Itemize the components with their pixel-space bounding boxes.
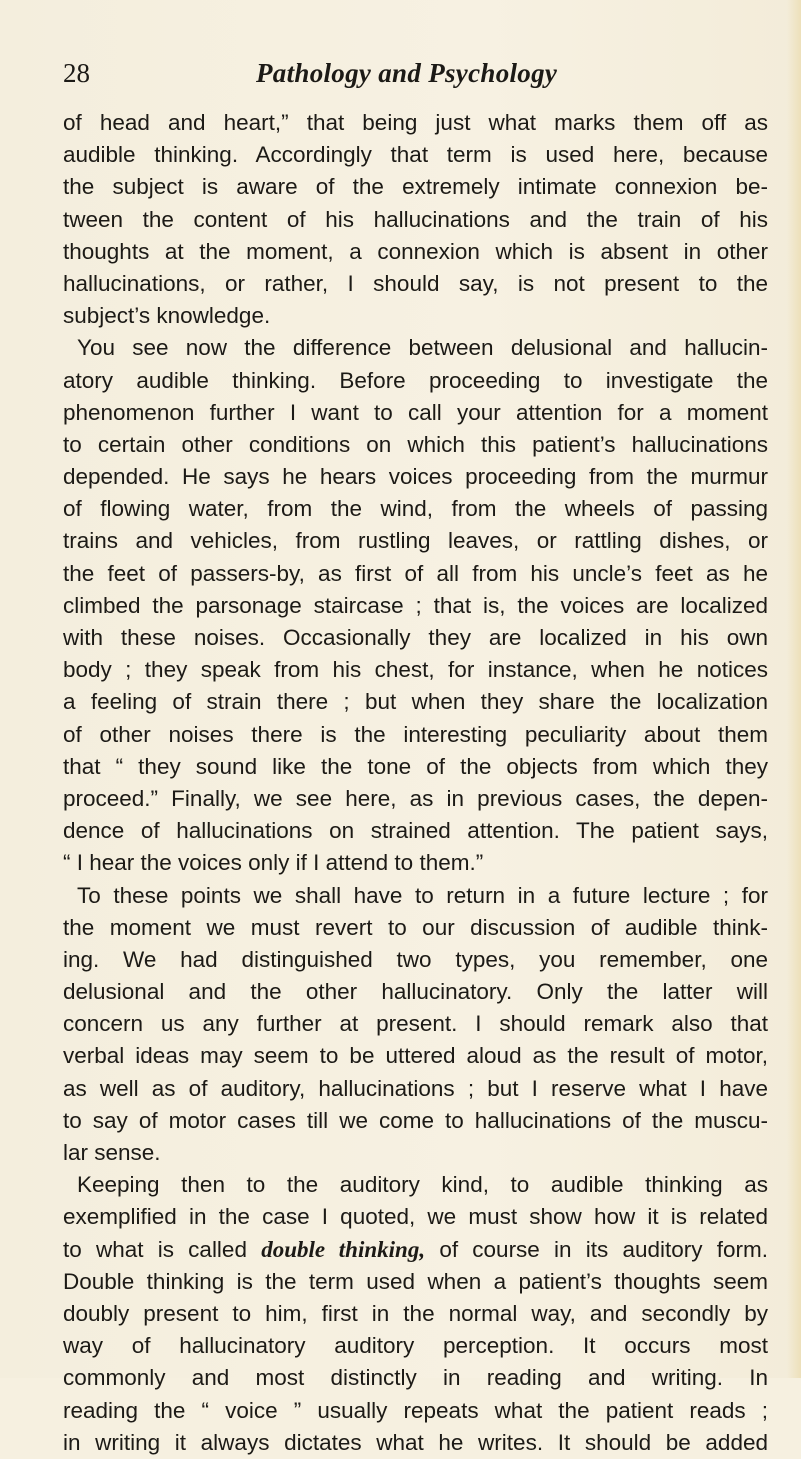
page-number: 28 [63, 58, 90, 88]
text-line: to certain other conditions on which this patient’s hallucinations [63, 431, 768, 457]
text-segment: of course in its auditory form. [439, 1236, 768, 1262]
text-line: exemplified in the case I quoted, we must show how it is related [63, 1204, 768, 1230]
text-line: concern us any further at present. I should remark also that [63, 1011, 768, 1037]
text-line: with these noises. Occasionally they are localized in his own [63, 625, 768, 650]
text-line: of head and heart,” that being just what marks them off as [63, 110, 768, 135]
text-line: phenomenon further I want to call your attention for a moment [63, 399, 768, 425]
text-line: Double thinking is the term used when a patient’s thoughts seem [63, 1268, 768, 1294]
text-line: ing. We had distinguished two types, you remember, one [63, 946, 768, 972]
text-line: in writing it always dictates what he writes. It should be added [63, 1429, 768, 1455]
italic-term: double thinking, [261, 1236, 426, 1262]
text-line: way of hallucinatory auditory perception. It occurs most [63, 1333, 768, 1359]
text-line: lar sense. [63, 1140, 161, 1165]
text-line: of flowing water, from the wind, from the wheels of passing [63, 496, 768, 522]
page-edge-shadow [787, 0, 801, 1378]
text-line: audible thinking. Accordingly that term is used here, because [63, 142, 768, 168]
text-line: verbal ideas may seem to be uttered aloud as the result of motor, [63, 1043, 768, 1069]
text-line: as well as of auditory, hallucinations ; but I reserve what I have [63, 1075, 768, 1101]
text-line: commonly and most distinctly in reading and writing. In [63, 1365, 768, 1391]
text-line: of other noises there is the interesting peculiarity about them [63, 721, 768, 747]
text-line: dence of hallucinations on strained attention. The patient says, [63, 818, 768, 844]
text-line: Keeping then to the auditory kind, to audible thinking as [77, 1172, 768, 1198]
text-line: to say of motor cases till we come to hallucinations of the muscu- [63, 1107, 768, 1133]
text-line: trains and vehicles, from rustling leaves, or rattling dishes, or [63, 528, 768, 554]
text-line: hallucinations, or rather, I should say, is not present to the [63, 270, 768, 296]
text-line: reading the “ voice ” usually repeats what the patient reads ; [63, 1397, 768, 1423]
text-line: climbed the parsonage staircase ; that is, the voices are localized [63, 592, 768, 618]
text-line: a feeling of strain there ; but when they share the localization [63, 689, 768, 715]
body-text [63, 107, 768, 1459]
text-line: proceed.” Finally, we see here, as in previous cases, the depen- [63, 785, 768, 811]
text-line: thoughts at the moment, a connexion which is absent in other [63, 238, 768, 264]
running-title: Pathology and Psychology [256, 58, 558, 88]
text-line: doubly present to him, first in the normal way, and secondly by [63, 1300, 768, 1326]
text-segment: to what is called [63, 1236, 247, 1262]
text-line: delusional and the other hallucinatory. Only the latter will [63, 979, 768, 1005]
text-line: “ I hear the voices only if I attend to them.” [63, 850, 484, 876]
text-line: atory audible thinking. Before proceeding to investigate the [63, 367, 768, 393]
text-line: depended. He says he hears voices proceeding from the murmur [63, 464, 768, 490]
text-line: You see now the difference between delusional and hallucin- [77, 335, 768, 361]
text-line: tween the content of his hallucinations and the train of his [63, 206, 768, 232]
text-line: the moment we must revert to our discussion of audible think- [63, 914, 768, 940]
text-line: that “ they sound like the tone of the objects from which they [63, 753, 768, 779]
text-line: To these points we shall have to return in a future lecture ; for [77, 882, 768, 908]
text-line-with-term [63, 1234, 768, 1266]
text-line: subject’s knowledge. [63, 303, 271, 329]
text-line: the subject is aware of the extremely intimate connexion be- [63, 174, 768, 200]
text-line: the feet of passers-by, as first of all from his uncle’s feet as he [63, 560, 768, 586]
text-line: body ; they speak from his chest, for instance, when he notices [63, 657, 768, 683]
running-head [63, 58, 768, 94]
